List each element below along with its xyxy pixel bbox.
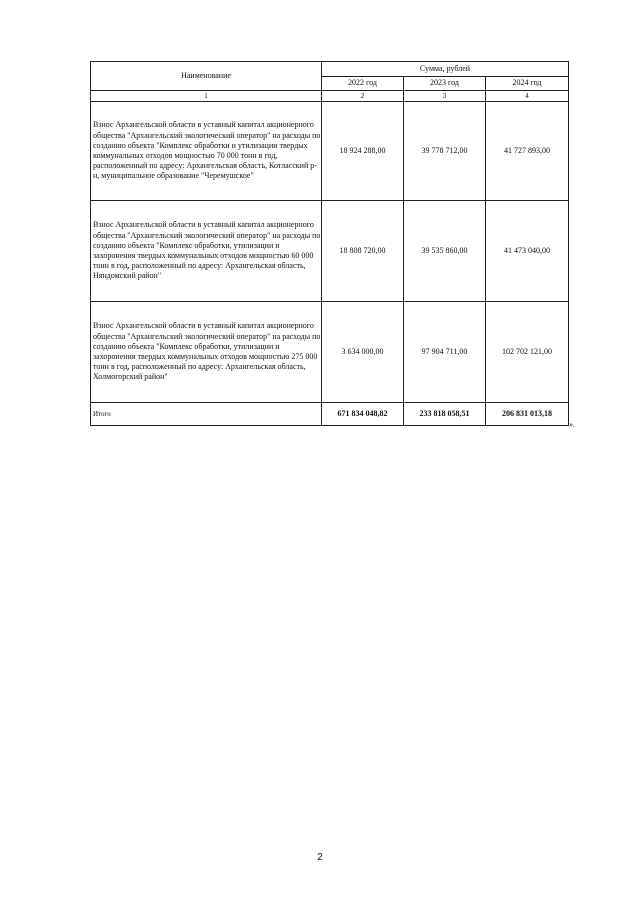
- total-row: [91, 403, 569, 426]
- column-index: 1: [91, 91, 322, 102]
- row-value-2024: 102 702 121,00: [486, 302, 569, 403]
- row-name-cell: Взнос Архангельской области в уставный капитал акционерного общества "Архангельский экологический оператор" на расходы по созданию объекта "Комплекс обработки, утилизации и захоронения твердых коммунальных отходов мощностью 60 000 тонн в год, расположенный по адресу: Архангельская область, Няндомский район": [91, 201, 322, 302]
- total-value-2024: 206 831 013,18: [486, 403, 569, 426]
- row-value-2024: 41 727 893,00: [486, 102, 569, 201]
- total-label: Итого: [91, 403, 322, 426]
- header-year-2023: 2023 год: [404, 77, 486, 91]
- header-sum-cell: Сумма, рублей: [322, 62, 569, 77]
- row-value-2022: 18 808 720,00: [322, 201, 404, 302]
- row-value-2022: 18 924 288,00: [322, 102, 404, 201]
- row-value-2023: 39 778 712,00: [404, 102, 486, 201]
- page-number: 2: [317, 852, 323, 863]
- total-value-2022: 671 834 048,82: [322, 403, 404, 426]
- total-value-2023: 233 818 058,51: [404, 403, 486, 426]
- row-name-cell: Взнос Архангельской области в уставный капитал акционерного общества "Архангельский экологический оператор" на расходы по созданию объекта "Комплекс обработки и утилизации твердых коммунальных отходов мощностью 70 000 тонн в год, расположенный по адресу: Архангельская область, Котласский р-н, муниципальное образование "Черемушское": [91, 102, 322, 201]
- row-value-2024: 41 473 040,00: [486, 201, 569, 302]
- table-row: [91, 201, 569, 302]
- closing-quote-mark: ».: [569, 420, 575, 429]
- row-value-2022: 3 634 000,00: [322, 302, 404, 403]
- column-index-row: [91, 91, 569, 102]
- column-index: 4: [486, 91, 569, 102]
- table-header-row: [91, 62, 569, 77]
- column-index: 3: [404, 91, 486, 102]
- column-index: 2: [322, 91, 404, 102]
- budget-table: [90, 61, 569, 426]
- table-row: [91, 302, 569, 403]
- row-value-2023: 39 535 860,00: [404, 201, 486, 302]
- header-name-cell: Наименование: [91, 62, 322, 91]
- row-name-cell: Взнос Архангельской области в уставный капитал акционерного общества "Архангельский экологический оператор" на расходы по созданию объекта "Комплекс обработки, утилизации и захоронения твердых коммунальных отходов мощностью 275 000 тонн в год, расположенный по адресу: Архангельская область, Холмогорский район": [91, 302, 322, 403]
- header-year-2024: 2024 год: [486, 77, 569, 91]
- table-row: [91, 102, 569, 201]
- header-year-2022: 2022 год: [322, 77, 404, 91]
- row-value-2023: 97 904 711,00: [404, 302, 486, 403]
